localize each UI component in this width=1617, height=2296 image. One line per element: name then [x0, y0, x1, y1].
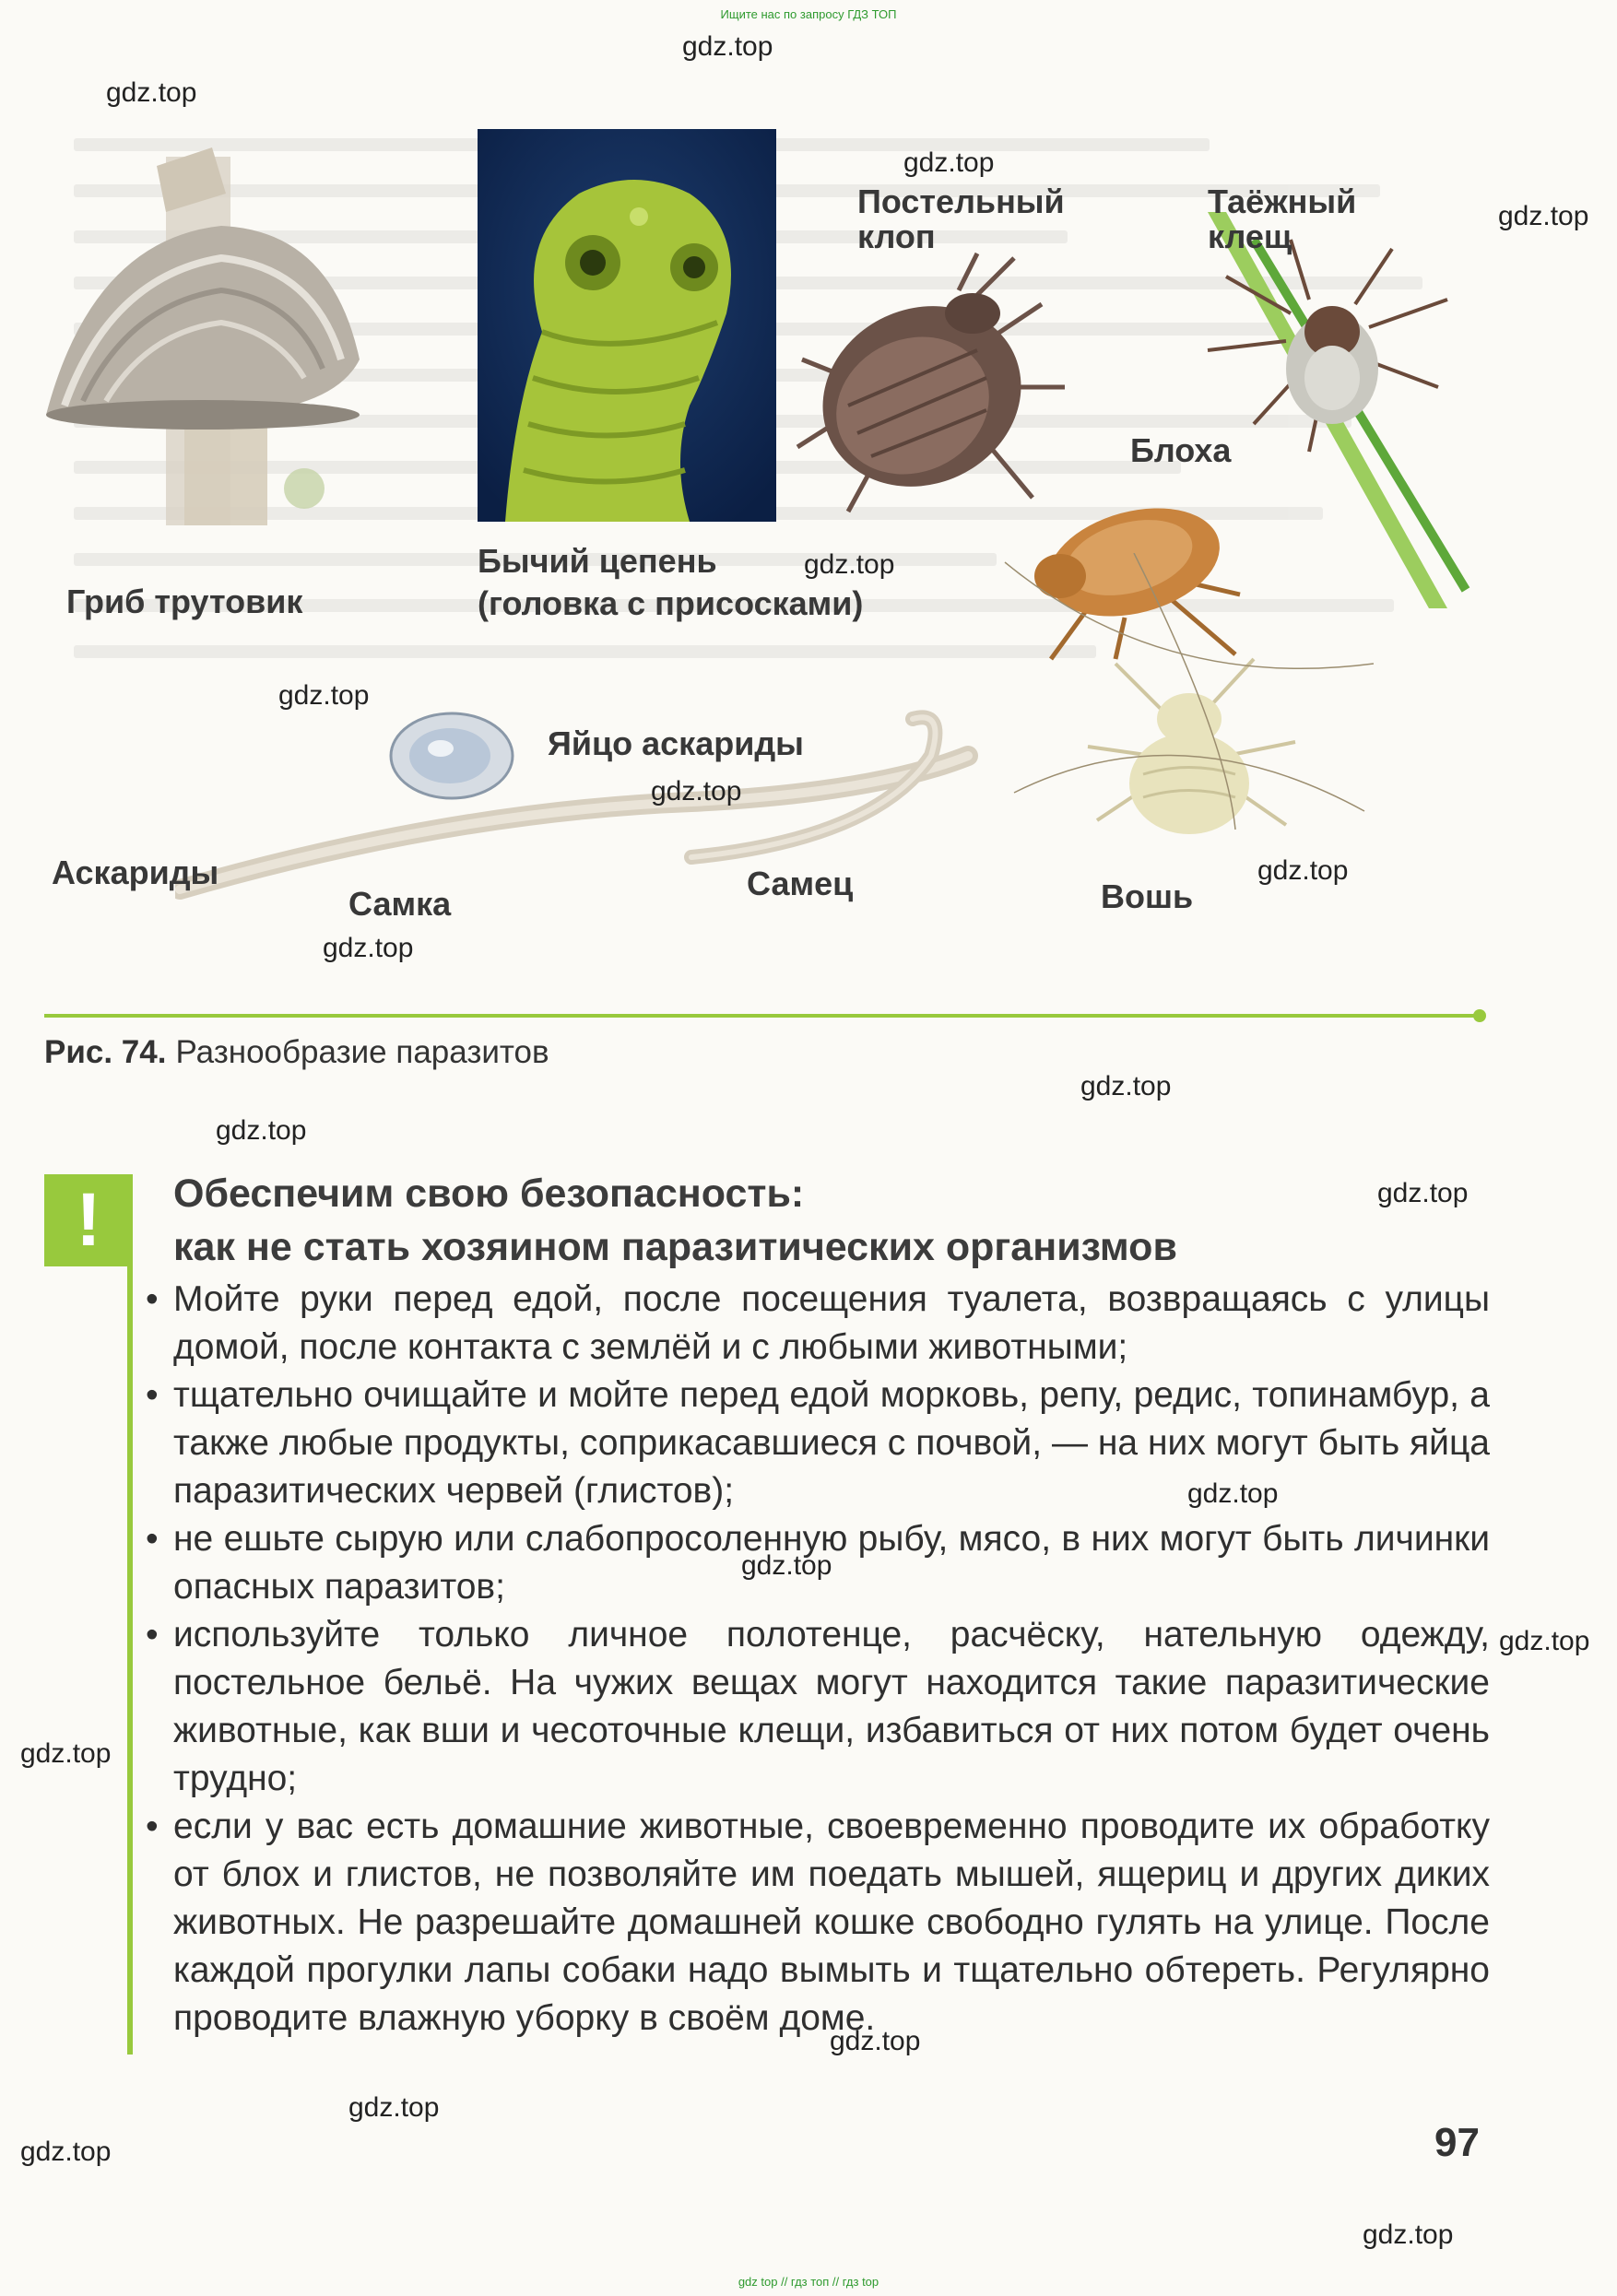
- watermark: gdz.top: [682, 31, 773, 62]
- watermark: gdz.top: [1377, 1178, 1469, 1208]
- watermark: gdz.top: [278, 680, 370, 711]
- watermark: gdz.top: [348, 2092, 440, 2123]
- figure-caption: [44, 1034, 549, 1071]
- list-item: • Мойте руки перед едой, после посещения туалета, возвращаясь с улицы домой, после контакта с землёй и с любыми животными;: [146, 1276, 1490, 1372]
- watermark: gdz.top: [323, 933, 414, 963]
- label-taiga-tick: [1208, 184, 1356, 254]
- label-ascaris-egg: Яйцо аскариды: [548, 724, 804, 762]
- list-item: • не ешьте сырую или слабопросоленную рыбу, мясо, в них могут быть личинки опасных паразитов;: [146, 1515, 1490, 1611]
- label-louse: Вошь: [1101, 877, 1194, 915]
- bottom-banner: gdz top // гдз топ // гдз top: [738, 2275, 879, 2289]
- safety-bullet-list: [146, 1276, 1490, 2043]
- hair-strands-decoration: [996, 553, 1383, 830]
- figure-divider: [44, 1014, 1481, 1018]
- watermark: gdz.top: [741, 1550, 832, 1581]
- watermark: gdz.top: [1499, 1626, 1590, 1656]
- watermark: gdz.top: [1187, 1478, 1279, 1509]
- list-item: • если у вас есть домашние животные, своевременно проводите их обработку от блох и глистов, не позволяйте им поедать мышей, ящериц и других диких животных. Не разрешайте домашней кошке свободно гулять на улице. После каждой прогулки лапы собаки надо вымыть и тщательно обтереть. Регулярно проводите влажную уборку в своём доме.: [146, 1803, 1490, 2043]
- label-bed-bug: [857, 184, 1065, 254]
- watermark: gdz.top: [1363, 2219, 1454, 2250]
- page-number: 97: [1434, 2120, 1480, 2165]
- watermark: gdz.top: [1080, 1071, 1172, 1101]
- label-bracket-fungus: Гриб трутовик: [66, 583, 303, 620]
- label-bed-bug-line1: Постельный: [857, 183, 1065, 220]
- top-banner: Ищите нас по запросу ГДЗ ТОП: [720, 7, 897, 21]
- figure-caption-text: Разнообразие паразитов: [175, 1034, 549, 1070]
- exclamation-icon: !: [44, 1174, 133, 1266]
- watermark: gdz.top: [830, 2026, 921, 2056]
- label-flea: Блоха: [1130, 431, 1232, 469]
- watermark: gdz.top: [1257, 855, 1349, 886]
- safety-sidebar-bar: [127, 1266, 133, 2055]
- label-taiga-tick-line1: Таёжный: [1208, 183, 1357, 220]
- figure-divider-dot: [1473, 1009, 1486, 1022]
- watermark: gdz.top: [106, 77, 197, 108]
- label-tapeworm-line1: Бычий цепень: [478, 542, 717, 580]
- watermark: gdz.top: [20, 1738, 112, 1769]
- label-male: Самец: [747, 865, 854, 902]
- label-ascarids: Аскариды: [52, 854, 219, 891]
- list-item: • тщательно очищайте и мойте перед едой морковь, репу, редис, топинамбур, а также любые продукты, соприкасавшиеся с почвой, — на них могут быть яйца паразитических червей (глистов);: [146, 1372, 1490, 1515]
- label-tapeworm-line2: (головка с присосками): [478, 583, 864, 622]
- list-item: • используйте только личное полотенце, расчёску, нательную одежду, постельное бельё. На чужих вещах могут находится такие паразитические животные, как вши и чесоточные клещи, избавиться от них потом будет очень трудно;: [146, 1611, 1490, 1803]
- watermark: gdz.top: [216, 1115, 307, 1146]
- tapeworm-head-photo: [478, 129, 776, 522]
- watermark: gdz.top: [804, 549, 895, 580]
- figure-caption-number: Рис. 74.: [44, 1034, 167, 1070]
- safety-title-line1: Обеспечим свою безопасность:: [173, 1172, 805, 1216]
- label-female: Самка: [348, 885, 452, 923]
- watermark: gdz.top: [651, 776, 742, 807]
- label-taiga-tick-line2: клещ: [1208, 217, 1292, 255]
- safety-title: [173, 1167, 1482, 1274]
- watermark: gdz.top: [903, 147, 995, 178]
- watermark: gdz.top: [20, 2137, 112, 2167]
- bracket-fungus-illustration: [28, 138, 378, 544]
- watermark: gdz.top: [1498, 201, 1589, 231]
- label-bed-bug-line2: клоп: [857, 217, 936, 255]
- safety-title-line2: как не стать хозяином паразитических организмов: [173, 1225, 1177, 1269]
